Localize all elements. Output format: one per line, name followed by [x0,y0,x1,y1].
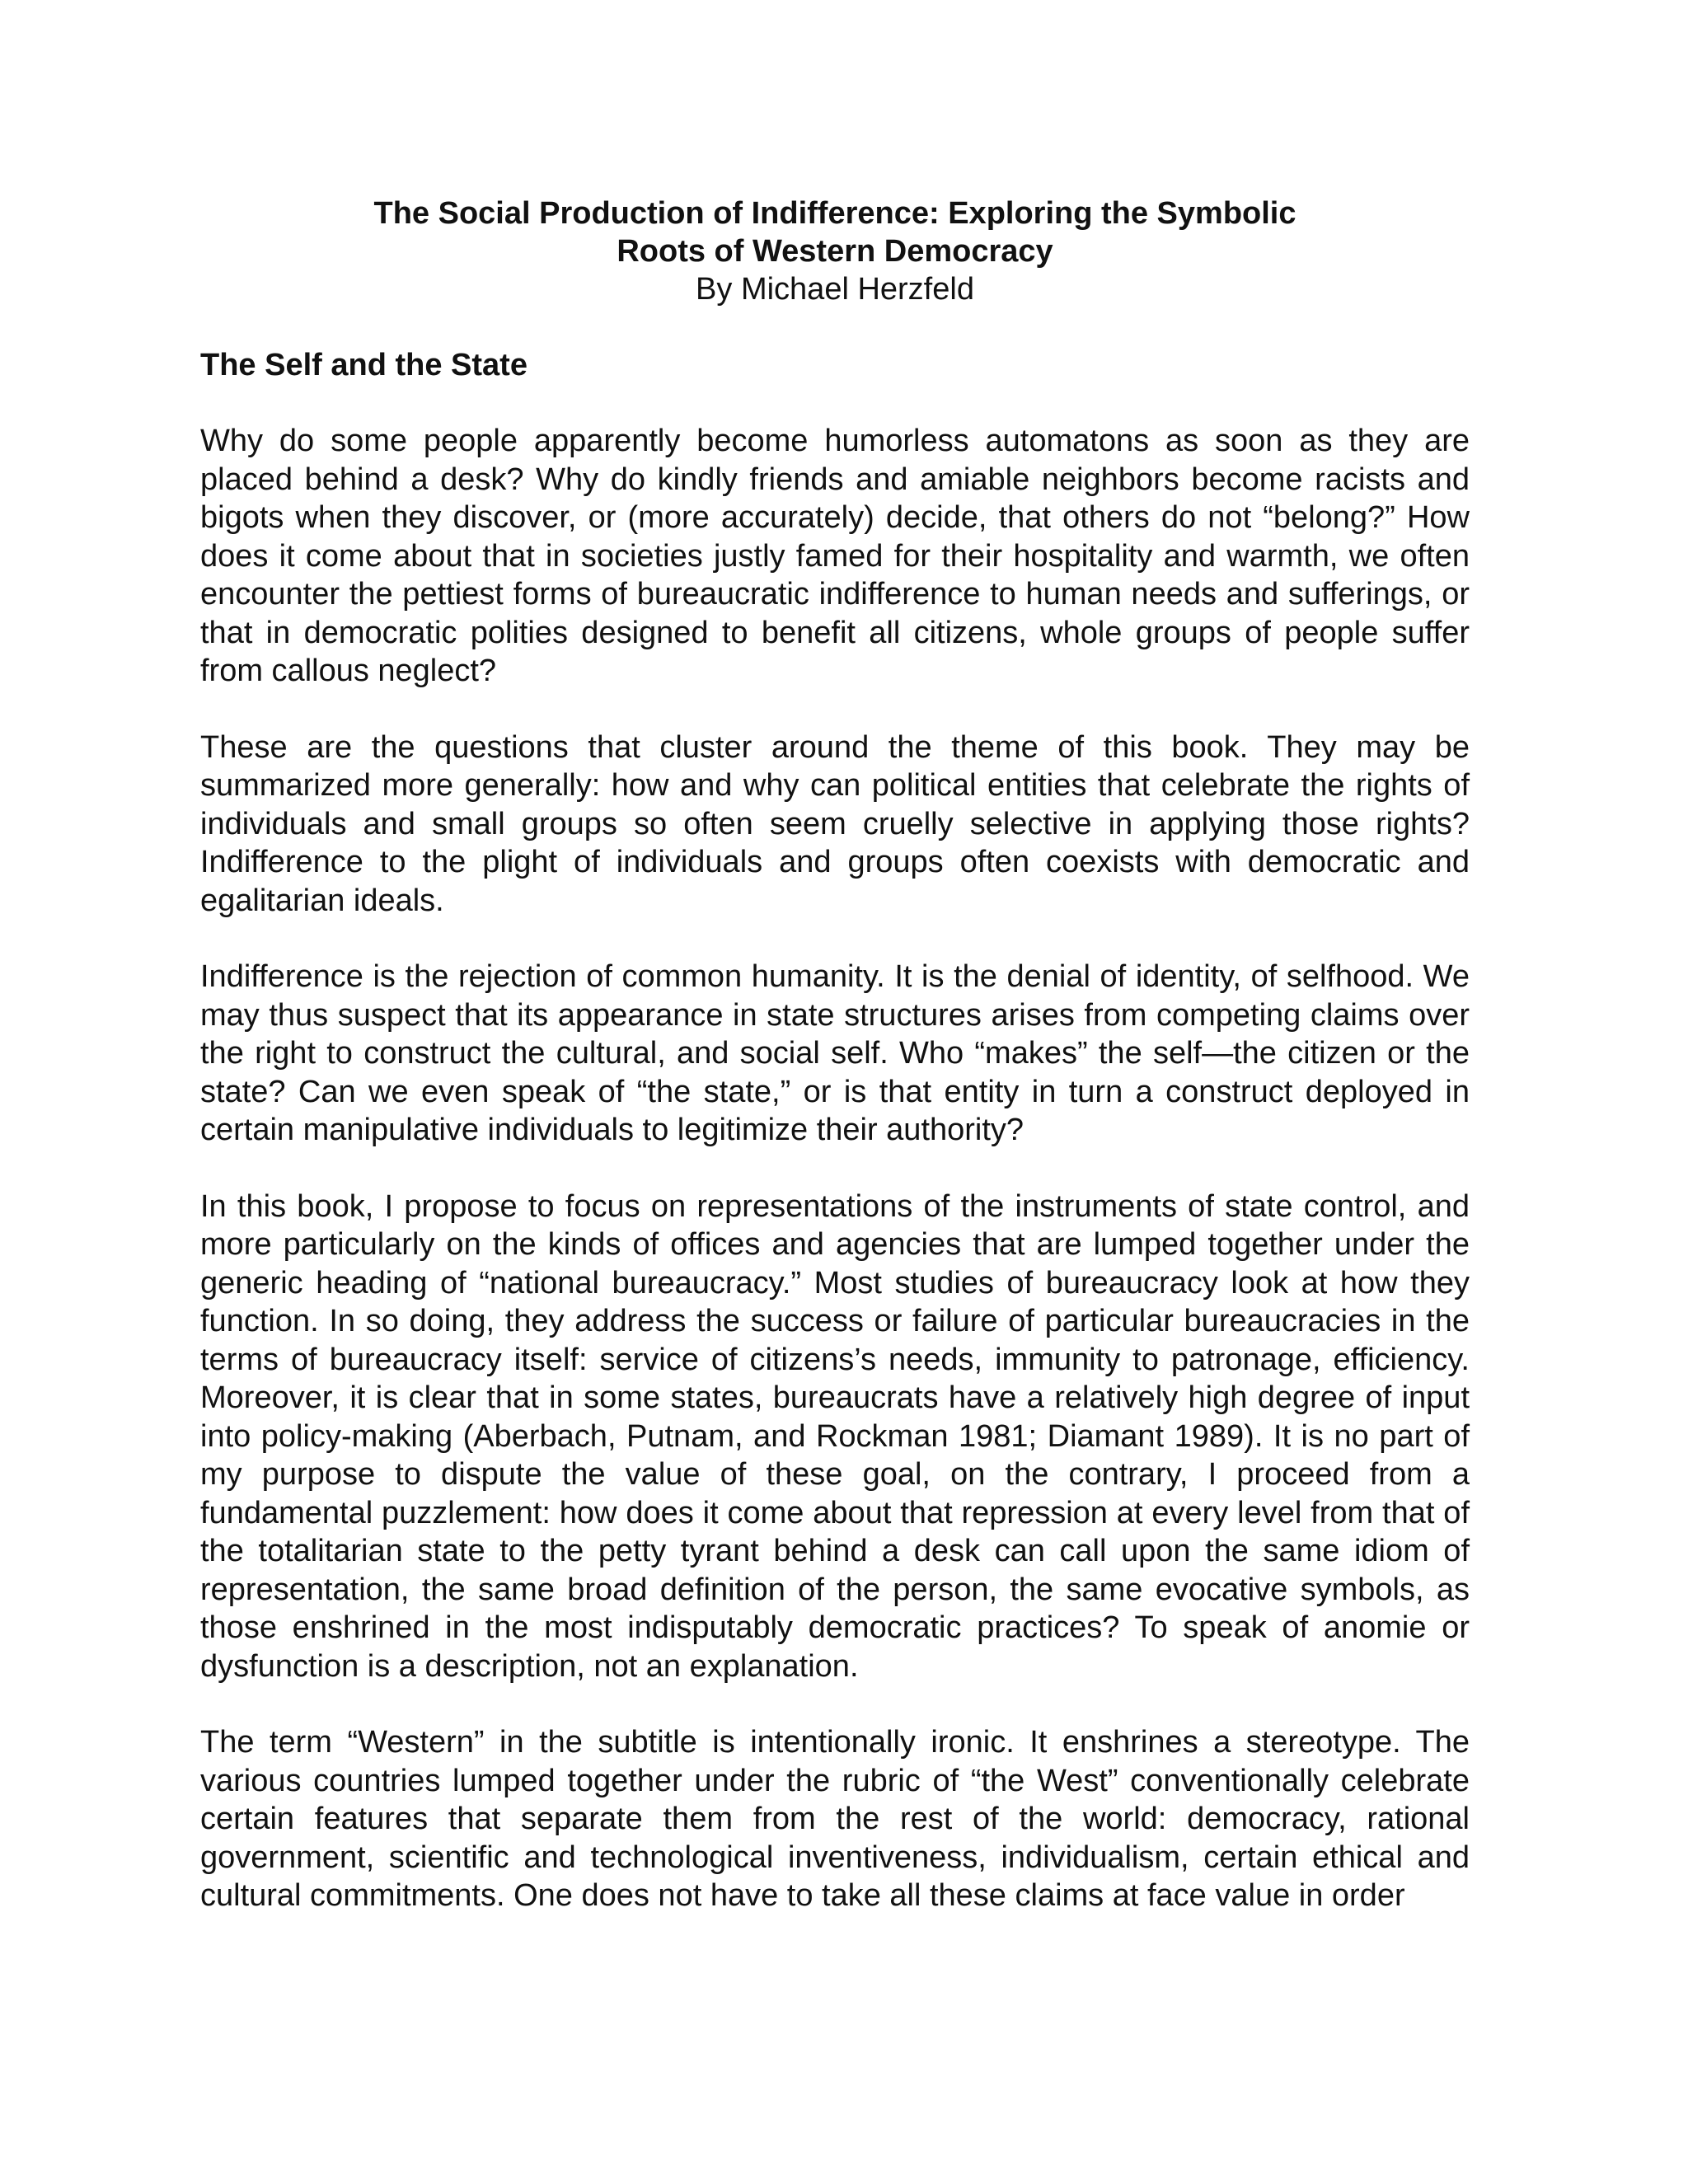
paragraph-1: Why do some people apparently become humorless automatons as soon as they are placed behind a desk? Why do kindly friends and amiable neighbors become racists and bigots when they discover, or (more accurately) decide, that others do not “belong?” How does it come about that in societies justly famed for their hospitality and warmth, we often encounter the pettiest forms of bureaucratic indifference to human needs and sufferings, or that in democratic polities designed to benefit all citizens, whole groups of people suffer from callous neglect? [200,424,1470,688]
paragraph-4: In this book, I propose to focus on representations of the instruments of state control, and more particularly on the kinds of offices and agencies that are lumped together under the generic heading of “national bureaucracy.” Most studies of bureaucracy look at how they function. In so doing, they address the success or failure of particular bureaucracies in the terms of bureaucracy itself: service of citizens’s needs, immunity to patronage, efficiency. Moreover, it is clear that in some states, bureaucrats have a relatively high degree of input into policy-making (Aberbach, Putnam, and Rockman 1981; Diamant 1989). It is no part of my purpose to dispute the value of these goal, on the contrary, I proceed from a fundamental puzzlement: how does it come about that repression at every level from that of the totalitarian state to the petty tyrant behind a desk can call upon the same idiom of representation, the same broad definition of the person, the same evocative symbols, as those enshrined in the most indisputably democratic practices? To speak of anomie or dysfunction is a description, not an explanation. [200,1188,1470,1684]
section-heading: The Self and the State [200,348,528,382]
title-block [200,194,1470,308]
document-page [200,194,1470,1915]
document-title-line-1: The Social Production of Indifference: Exploring the Symbolic [373,196,1296,231]
paragraph-5: The term “Western” in the subtitle is intentionally ironic. It enshrines a stereotype. The various countries lumped together under the rubric of “the West” conventionally celebrate certain features that separate them from the rest of the world: democracy, rational government, scientific and technological inventiveness, individualism, certain ethical and cultural commitments. One does not have to take all these claims at face value in order [200,1725,1470,1913]
paragraph-3: Indifference is the rejection of common humanity. It is the denial of identity, of selfhood. We may thus suspect that its appearance in state structures arises from competing claims over the right to construct the cultural, and social self. Who “makes” the self—the citizen or the state? Can we even speak of “the state,” or is that entity in turn a construct deployed in certain manipulative individuals to legitimize their authority? [200,959,1470,1147]
author-byline: By Michael Herzfeld [696,272,974,307]
document-title-line-2: Roots of Western Democracy [617,234,1053,269]
paragraph-2: These are the questions that cluster around the theme of this book. They may be summarized more generally: how and why can political entities that celebrate the rights of individuals and small groups so often seem cruelly selective in applying those rights? Indifference to the plight of individuals and groups often coexists with democratic and egalitarian ideals. [200,729,1470,918]
